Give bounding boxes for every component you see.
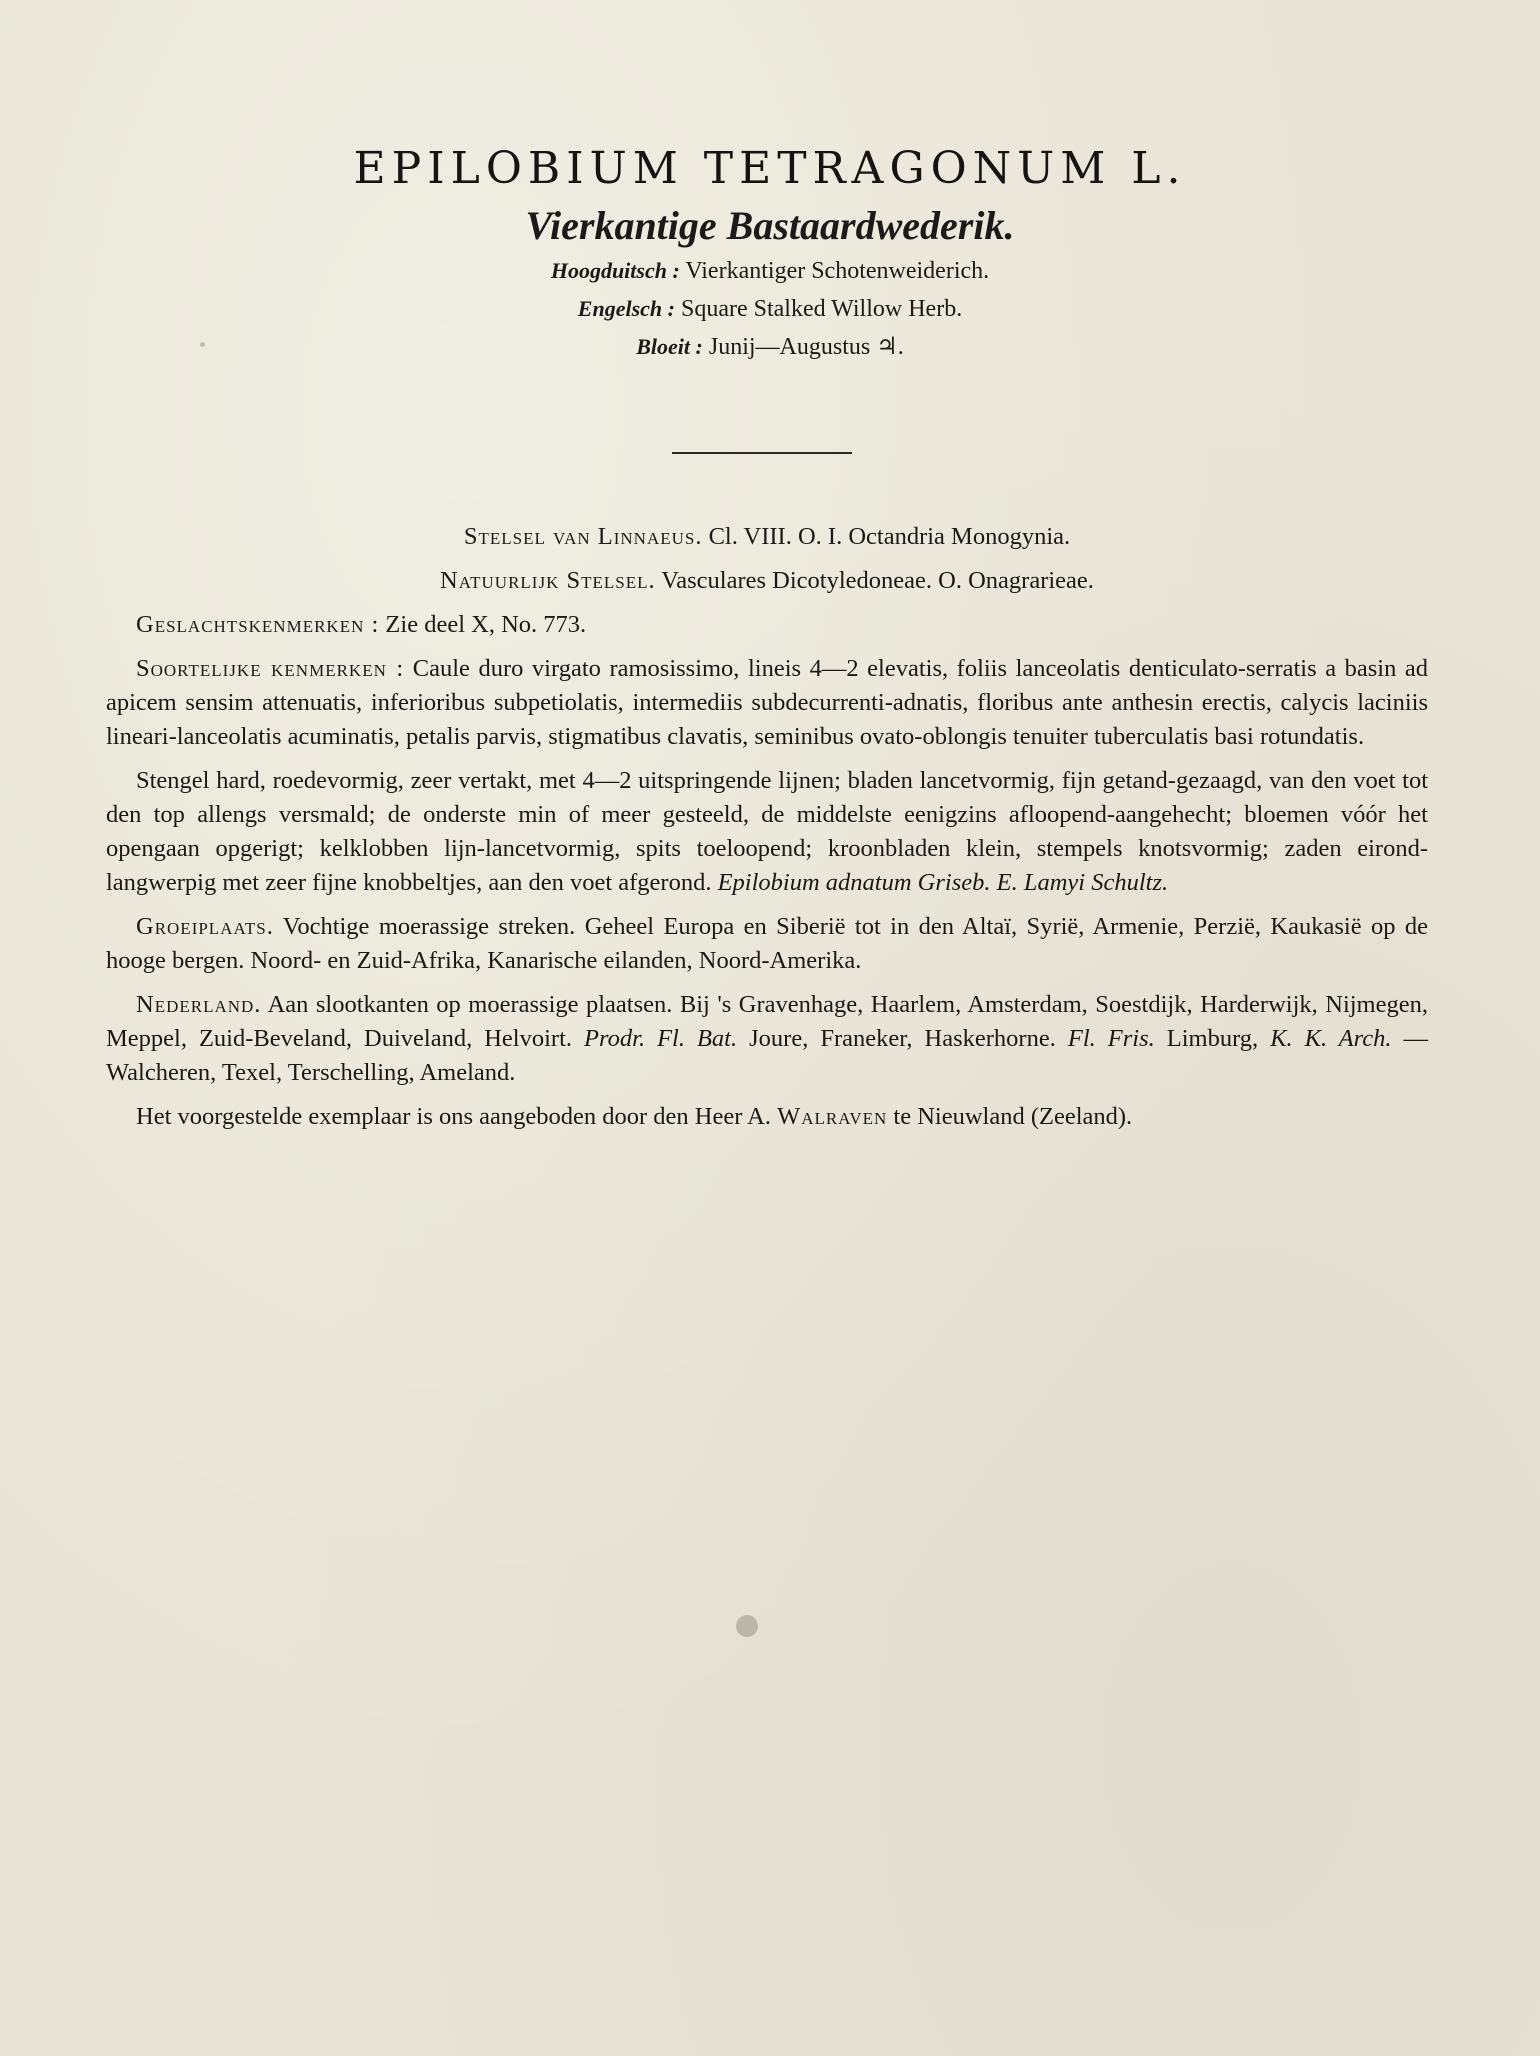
netherlands-ref-2: Fl. Fris.	[1067, 1025, 1155, 1052]
divider-rule	[672, 452, 852, 454]
specimen-origin-text-2: te Nieuwland (Zeeland).	[893, 1103, 1133, 1130]
netherlands-ref-1: Prodr. Fl. Bat.	[584, 1025, 738, 1052]
netherlands-text-1: Aan slootkanten op moerassige plaatsen. Bij 's Gravenhage, Haarlem, Amsterdam, Soestdijk, Harderwijk, Nijmegen, Meppel, Zuid-Beveland, Duiveland, Helvoirt.	[106, 991, 1428, 1052]
page-subtitle: Vierkantige Bastaardwederik.	[525, 203, 1015, 248]
habitat-label: Groeiplaats.	[136, 913, 274, 940]
linnaeus-system-text: Cl. VIII. O. I. Octandria Monogynia.	[708, 523, 1071, 550]
description-body	[106, 520, 1428, 1144]
natural-system-text: Vasculares Dicotyledoneae. O. Onagrarieae.	[661, 567, 1094, 594]
synonyms: Epilobium adnatum Griseb. E. Lamyi Schultz.	[717, 869, 1169, 896]
genus-characters-label: Geslachtskenmerken :	[136, 611, 380, 638]
flowering-period	[0, 328, 1540, 366]
flowering-period-value: Junij—Augustus ♃.	[708, 334, 904, 360]
flowering-period-label: Bloeit :	[636, 334, 703, 359]
donor-name: Walraven	[777, 1103, 888, 1130]
vernacular-german	[0, 252, 1540, 290]
netherlands-ref-3: K. K. Arch.	[1270, 1025, 1392, 1052]
netherlands-text-3: Limburg,	[1166, 1025, 1259, 1052]
species-characters-label: Soortelijke kenmerken :	[136, 655, 405, 682]
vernacular-german-label: Hoogduitsch :	[550, 258, 680, 283]
vernacular-english-label: Engelsch :	[577, 296, 675, 321]
habitat	[106, 910, 1428, 978]
dutch-description	[106, 764, 1428, 900]
species-characters-text: Caule duro virgato ramosissimo, lineis 4—2 elevatis, foliis lanceolatis denticulato-serratis a basin ad apicem sensim attenuatis, inferioribus subpetiolatis, intermediis subdecurrenti-adnatis, floribus ante anthesin erectis, calycis laciniis lineari-lanceolatis acuminatis, petalis parvis, stigmatibus clavatis, seminibus ovato-oblongis tenuiter tuberculatis basi rotundatis.	[106, 655, 1429, 750]
genus-characters-text: Zie deel X, No. 773.	[385, 611, 587, 638]
genus-characters	[106, 608, 1428, 642]
dutch-description-text: Stengel hard, roedevormig, zeer vertakt, met 4—2 uitspringende lijnen; bladen lancetvormig, fijn getand-gezaagd, van den voet tot den top allengs versmald; de onderste min of meer gesteeld, de middelste eenigzins afloopend-aangehecht; bloemen vóór het opengaan opgerigt; kelklobben lijn-lancetvormig, spits toeloopend; kroonbladen klein, stempels knotsvormig; zaden eirond-langwerpig met zeer fijne knobbeltjes, aan den voet afgerond.	[106, 767, 1428, 896]
vernacular-german-value: Vierkantiger Schotenweiderich.	[685, 258, 990, 284]
specimen-origin-text-1: Het voorgestelde exemplaar is ons aangeboden door den Heer A.	[136, 1103, 771, 1130]
page-title: EPILOBIUM TETRAGONUM L.	[353, 143, 1187, 194]
species-characters	[106, 652, 1428, 754]
paper-foxing-spot	[736, 1615, 758, 1637]
netherlands-text-2: Joure, Franeker, Haskerhorne.	[749, 1025, 1056, 1052]
specimen-origin	[106, 1100, 1428, 1134]
habitat-text: Vochtige moerassige streken. Geheel Europa en Siberië tot in den Altaï, Syrië, Armenie, Perzië, Kaukasië op de hooge bergen. Noord- en Zuid-Afrika, Kanarische eilanden, Noord-Amerika.	[106, 913, 1428, 974]
linnaeus-system-label: Stelsel van Linnaeus.	[463, 523, 703, 550]
natural-system-label: Natuurlijk Stelsel.	[440, 567, 656, 594]
linnaeus-system-line	[106, 520, 1428, 554]
vernacular-english	[0, 290, 1540, 328]
netherlands-distribution	[106, 988, 1428, 1090]
netherlands-label: Nederland.	[136, 991, 262, 1018]
header	[0, 140, 1540, 366]
natural-system-line	[106, 564, 1428, 598]
vernacular-english-value: Square Stalked Willow Herb.	[680, 296, 963, 322]
netherlands-text-4: — Walcheren, Texel, Terschelling, Ameland.	[106, 1025, 1429, 1086]
paper-foxing-spot	[200, 342, 205, 347]
